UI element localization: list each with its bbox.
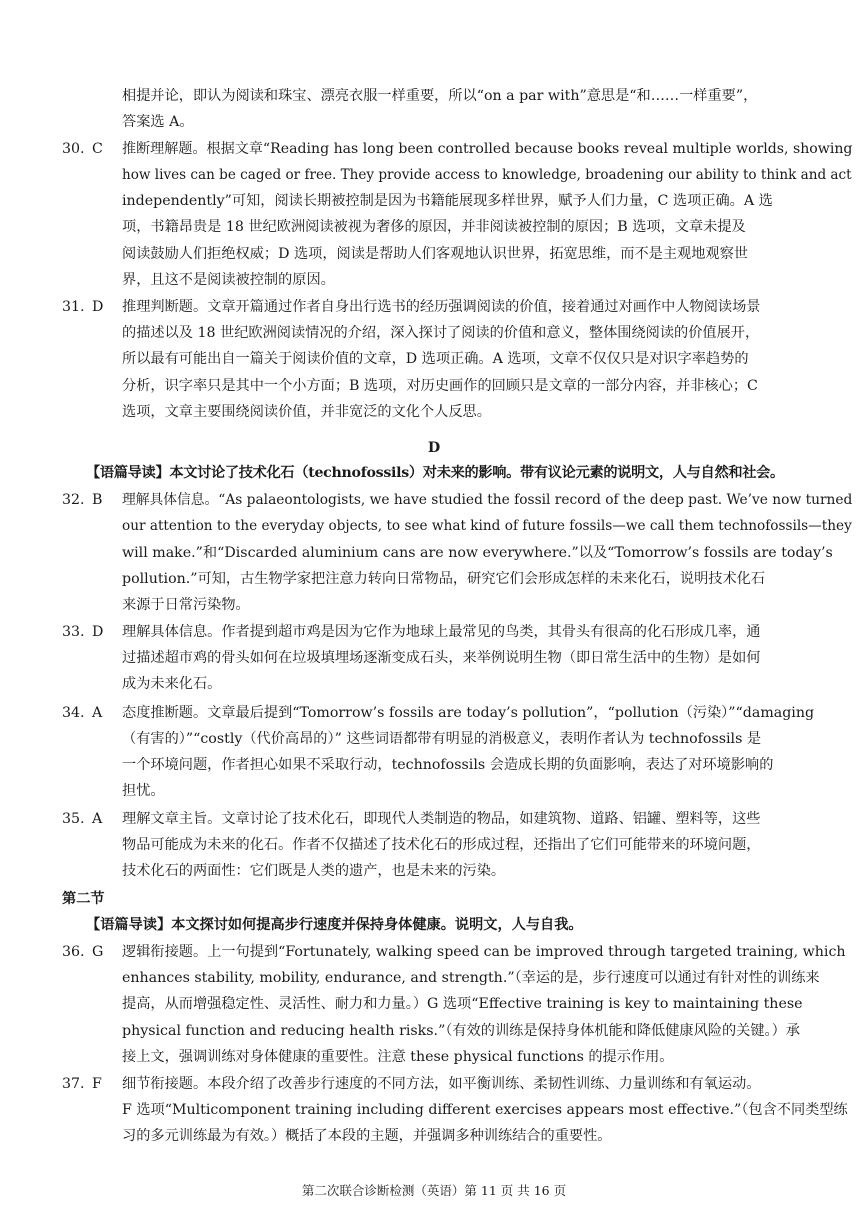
question-number: 32. xyxy=(62,492,85,508)
question-number: 31. xyxy=(62,299,85,315)
text-line: 接上文，强调训练对身体健康的重要性。注意 these physical functions 的提示作用。 xyxy=(122,1049,674,1065)
text-line: 理解具体信息。作者提到超市鸡是因为它作为地球上最常见的鸟类，其骨头有很高的化石形成几率，通 xyxy=(122,624,761,640)
reading-guide: 【语篇导读】本文讨论了技术化石（technofossils）对未来的影响。带有议论元素的说明文，人与自然和社会。 xyxy=(86,465,784,481)
text-line: 答案选 A。 xyxy=(122,114,194,130)
answer-letter: B xyxy=(92,492,103,508)
text-line: 所以最有可能出自一篇关于阅读价值的文章，D 选项正确。A 选项，文章不仅仅只是对识字率趋势的 xyxy=(122,351,749,367)
text-line: F 选项“Multicomponent training including different exercises appears most effective.”（包含不同类型练 xyxy=(122,1102,848,1118)
question-number: 35. xyxy=(62,811,85,827)
text-line: 选项，文章主要围绕阅读价值，并非宽泛的文化个人反思。 xyxy=(122,404,491,420)
text-line: 逻辑衔接题。上一句提到“Fortunately, walking speed can be improved through targeted training, which xyxy=(122,944,846,960)
text-line: 细节衔接题。本段介绍了改善步行速度的不同方法，如平衡训练、柔韧性训练、力量训练和有氧运动。 xyxy=(122,1076,761,1092)
text-line: pollution.”可知，古生物学家把注意力转向日常物品，研究它们会形成怎样的未来化石，说明技术化石 xyxy=(122,571,766,587)
question-number: 37. xyxy=(62,1076,85,1092)
text-line: 推理判断题。文章开篇通过作者自身出行选书的经历强调阅读的价值，接着通过对画作中人物阅读场景 xyxy=(122,299,761,315)
text-line: 过描述超市鸡的骨头如何在垃圾填埋场逐渐变成石头，来举例说明生物（即日常生活中的生物）是如何 xyxy=(122,650,761,666)
text-line: 来源于日常污染物。 xyxy=(122,597,250,613)
text-line: 理解文章主旨。文章讨论了技术化石，即现代人类制造的物品，如建筑物、道路、铝罐、塑料等，这些 xyxy=(122,811,761,827)
text-line: 成为未来化石。 xyxy=(122,676,222,692)
question-number: 33. xyxy=(62,624,85,640)
answer-letter: A xyxy=(92,811,103,827)
question-number: 30. xyxy=(62,141,85,157)
answer-letter: D xyxy=(92,299,104,315)
text-line: how lives can be caged or free. They provide access to knowledge, broadening our ability to think and act xyxy=(122,167,852,183)
text-line: 推断理解题。根据文章“Reading has long been controlled because books reveal multiple worlds, showing xyxy=(122,141,853,157)
text-line: 技术化石的两面性：它们既是人类的遗产，也是未来的污染。 xyxy=(122,863,506,879)
page-footer: 第二次联合诊断检测（英语）第 11 页 共 16 页 xyxy=(301,1183,567,1198)
text-line: 界，且这不是阅读被控制的原因。 xyxy=(122,272,335,288)
answer-letter: C xyxy=(92,141,103,157)
text-line: （有害的）”“costly（代价高昂的）” 这些词语都带有明显的消极意义，表明作者认为 technofossils 是 xyxy=(122,731,762,747)
answer-letter: D xyxy=(92,624,104,640)
text-line: our attention to the everyday objects, to see what kind of future fossils—we call them technofossils—they xyxy=(122,518,852,534)
text-line: 分析，识字率只是其中一个小方面；B 选项，对历史画作的回顾只是文章的一部分内容，并非核心；C xyxy=(122,378,758,394)
section-heading: D xyxy=(427,440,441,456)
text-line: 相提并论，即认为阅读和珠宝、漂亮衣服一样重要，所以“on a par with”意思是“和……一样重要”， xyxy=(122,88,758,104)
answer-letter: G xyxy=(92,944,104,960)
text-line: independently”可知，阅读长期被控制是因为书籍能展现多样世界，赋予人们力量，C 选项正确。A 选 xyxy=(122,193,773,209)
answer-letter: A xyxy=(92,705,103,721)
question-number: 34. xyxy=(62,705,85,721)
text-line: 担忧。 xyxy=(122,783,165,799)
text-line: physical function and reducing health risks.”（有效的训练是保持身体机能和降低健康风险的关键。）承 xyxy=(122,1023,800,1039)
question-number: 36. xyxy=(62,944,85,960)
text-line: 一个环境问题，作者担心如果不采取行动，technofossils 会造成长期的负面影响，表达了对环境影响的 xyxy=(122,757,774,773)
text-line: 理解具体信息。“As palaeontologists, we have studied the fossil record of the deep past. We’ve now turned xyxy=(122,492,853,508)
reading-guide: 【语篇导读】本文探讨如何提高步行速度并保持身体健康。说明文，人与自我。 xyxy=(86,917,583,933)
text-line: 项，书籍昂贵是 18 世纪欧洲阅读被视为奢侈的原因，并非阅读被控制的原因；B 选项，文章未提及 xyxy=(122,219,746,235)
text-line: 物品可能成为未来的化石。作者不仅描述了技术化石的形成过程，还指出了它们可能带来的环境问题， xyxy=(122,837,761,853)
text-line: enhances stability, mobility, endurance, and strength.”（幸运的是，步行速度可以通过有针对性的训练来 xyxy=(122,970,820,986)
answer-letter: F xyxy=(92,1076,102,1092)
text-line: 阅读鼓励人们拒绝权威；D 选项，阅读是帮助人们客观地认识世界，拓宽思维，而不是主观地观察世 xyxy=(122,246,748,262)
text-line: 习的多元训练最为有效。）概括了本段的主题，并强调多种训练结合的重要性。 xyxy=(122,1128,612,1144)
section-title: 第二节 xyxy=(62,891,105,907)
text-line: 态度推断题。文章最后提到“Tomorrow’s fossils are today’s pollution”，“pollution（污染）”“damaging xyxy=(122,705,815,721)
text-line: will make.”和“Discarded aluminium cans are now everywhere.”以及“Tomorrow’s fossils are today’s xyxy=(122,545,833,561)
text-line: 的描述以及 18 世纪欧洲阅读情况的介绍，深入探讨了阅读的价值和意义，整体围绕阅读的价值展开， xyxy=(122,325,760,341)
text-line: 提高，从而增强稳定性、灵活性、耐力和力量。）G 选项“Effective training is key to maintaining these xyxy=(122,996,803,1012)
